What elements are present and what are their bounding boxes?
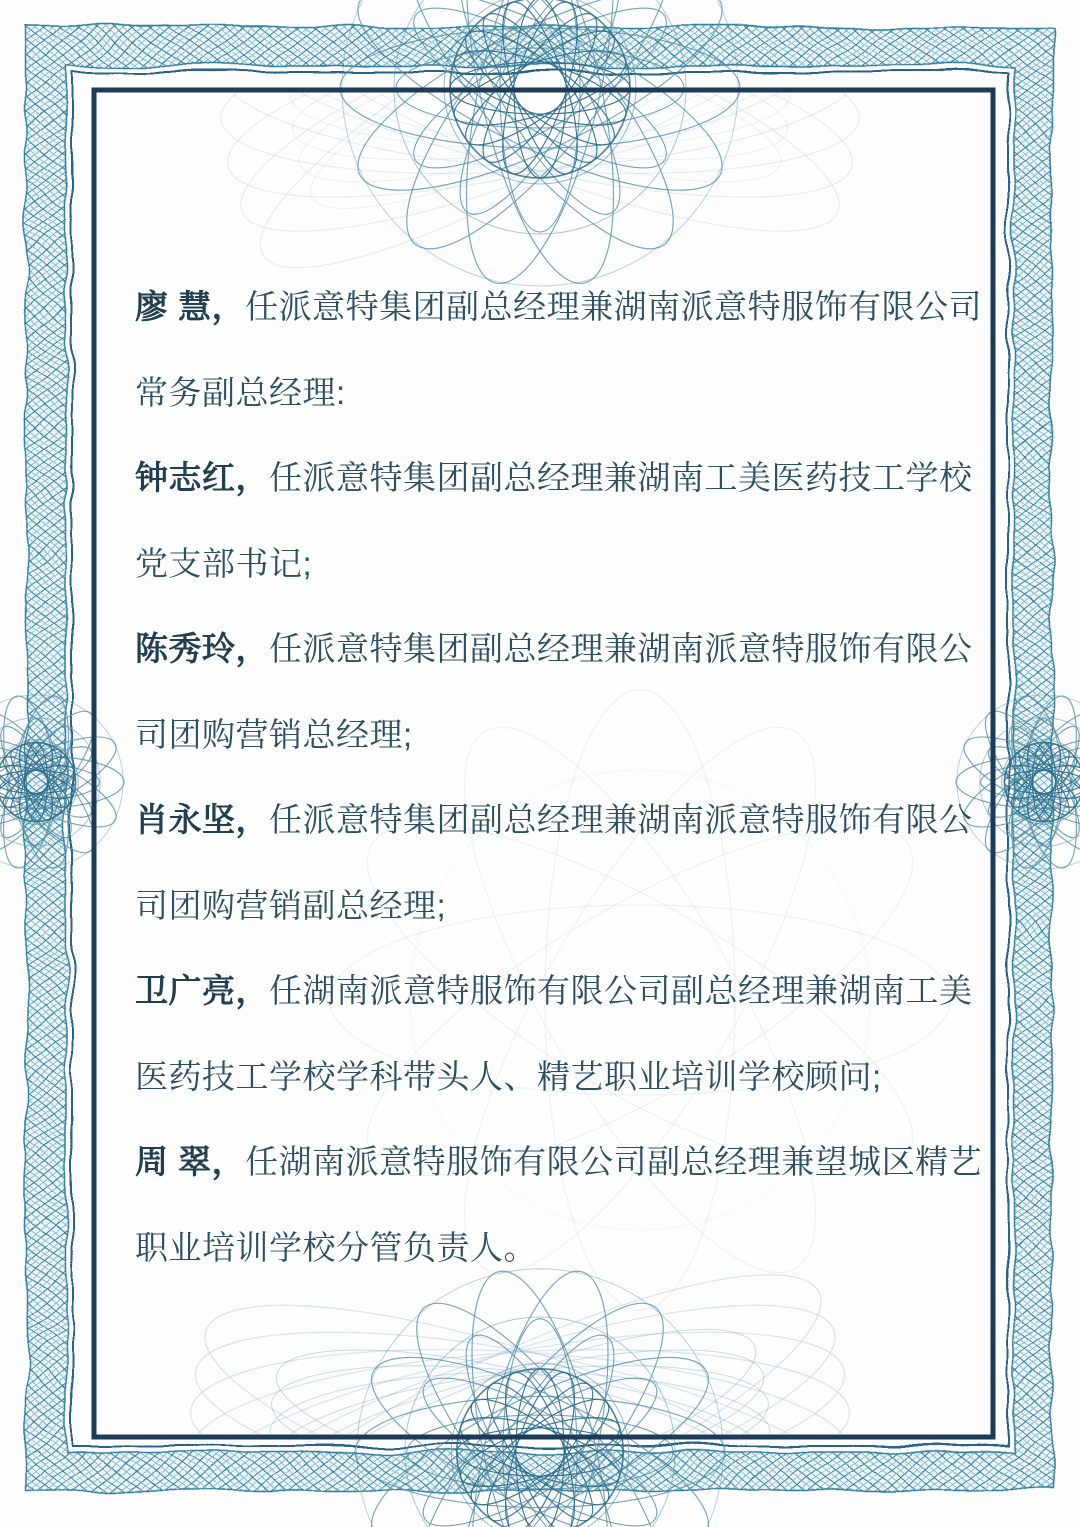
appointment-paragraph [135,1119,983,1290]
text-line: 医药技工学校学科带头人、精艺职业培训学校顾问; [135,1057,882,1095]
text-line: 党支部书记; [135,544,313,582]
text-line: 陈秀玲，任派意特集团副总经理兼湖南派意特服饰有限公 [135,630,973,667]
text-line: 司团购营销副总经理; [135,886,447,924]
appointment-paragraph [135,435,975,606]
text-line: 廖 慧，任派意特集团副总经理兼湖南派意特服饰有限公司 [135,288,983,325]
text-line: 司团购营销总经理; [135,715,413,753]
appointment-paragraph [135,606,975,777]
text-line: 肖永坚，任派意特集团副总经理兼湖南派意特服饰有限公 [135,801,973,838]
appointment-list [135,264,983,1290]
person-name: 卫广亮， [135,972,269,1009]
person-name: 廖 慧， [135,288,246,325]
appointment-paragraph [135,948,975,1119]
text-line: 卫广亮，任湖南派意特服饰有限公司副总经理兼湖南工美 [135,972,973,1009]
text-line: 钟志红，任派意特集团副总经理兼湖南工美医药技工学校 [135,459,973,496]
text-line: 职业培训学校分管负责人。 [135,1228,537,1266]
appointment-paragraph [135,264,983,435]
text-line: 常务副总经理: [135,373,346,411]
text-line: 周 翠，任湖南派意特服饰有限公司副总经理兼望城区精艺 [135,1143,983,1180]
person-name: 陈秀玲， [135,630,269,667]
person-name: 钟志红， [135,459,269,496]
appointment-paragraph [135,777,975,948]
person-name: 肖永坚， [135,801,269,838]
person-name: 周 翠， [135,1143,246,1180]
